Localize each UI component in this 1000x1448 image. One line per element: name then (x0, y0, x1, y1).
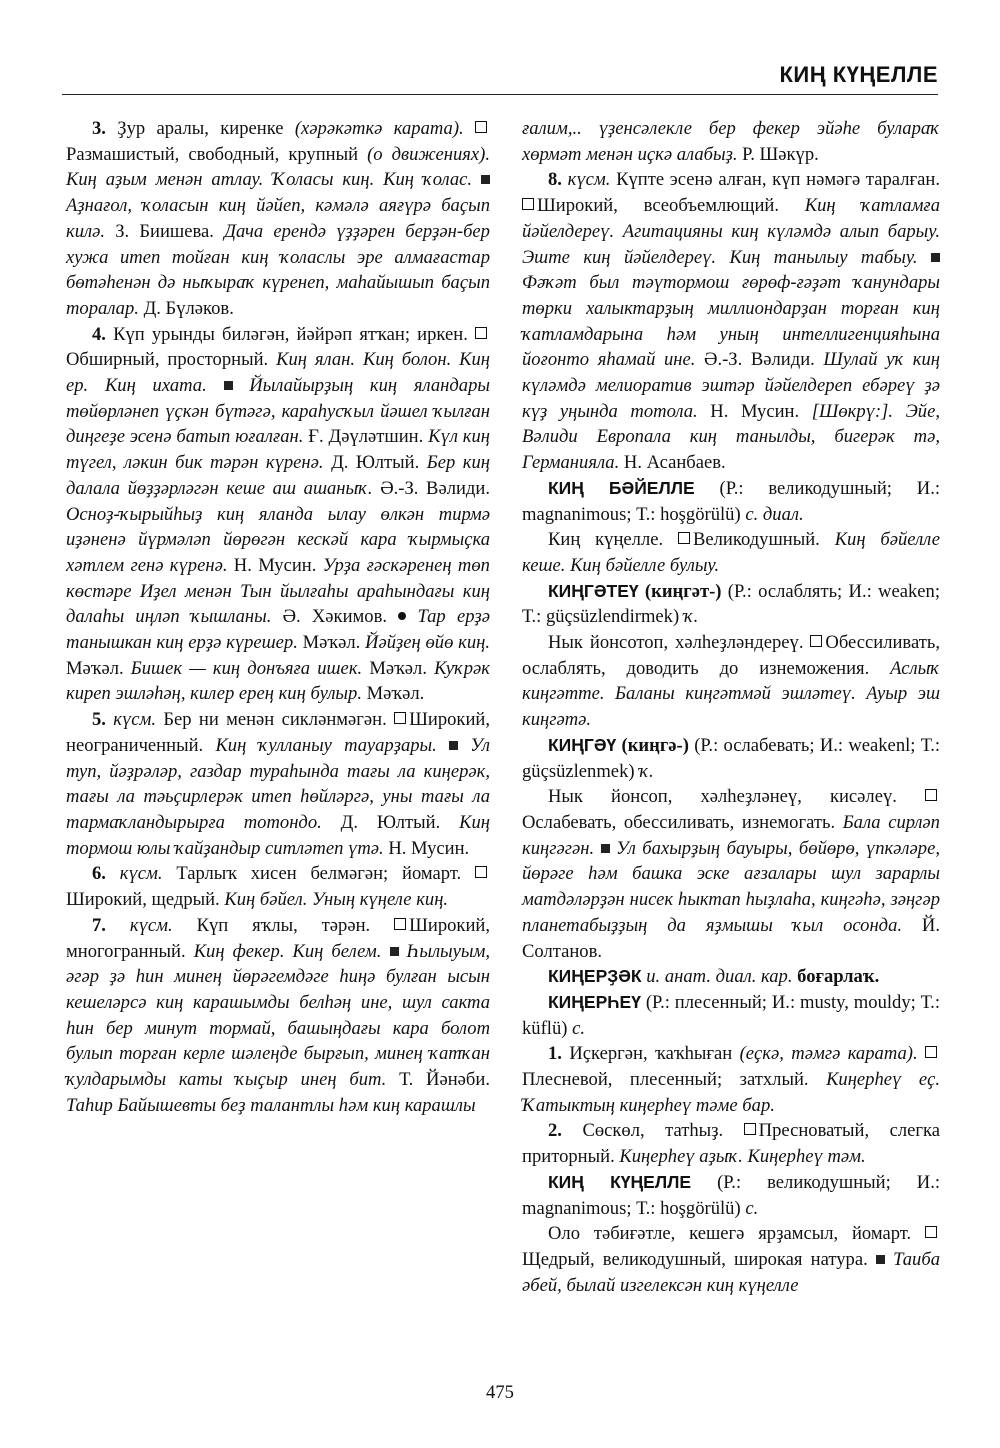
ru-translation-box (925, 1046, 937, 1058)
ru-translation-box (925, 789, 937, 801)
ru-translation-box (522, 198, 534, 210)
sense-4: 4. Күп урынды биләгән, йәйрәп ятҡан; иркен. Обширный, просторный. Киң ялан. Киң болон. Киң ер. Киң ихата. Йылайырҙың киң яландары төйөрләнеп үҫкән бүтәгә, караһусҡыл йәшел ҡылған диңгеҙе эсенә батып юғалған. Ғ. Дәүләтшин. Күл киң түгел, ләкин бик тәрән күренә. Д. Юлтый. Бер киң далала йөҙҙәрләгән кеше аш ашаныҡ. Ә.-З. Вәлиди. Осноҙ-ҡырыйһыҙ киң яланда ылау өлкән тирмә иҙәненә йүрмәләп йөрөгән кескәй кара ҡырмыҫка хәтлем генә күренә. Н. Мусин. Урҙа ғәскәренең төп көстәре Иҙел менән Тын йылғаһы араһындағы киң далаһы иңләп ҡышланы. Ә. Хәкимов. Тар ерҙә танышкан киң ерҙә күрешер. Мәҡәл. Йәйҙең өйө киң. Мәҡәл. Бишек — киң донъяға ишек. Мәҡәл. Куҡрәк киреп эшләһәң, килер ерең киң булыр. Мәҡәл. (66, 323, 491, 705)
sense-5: 5. күсм. Бер ни менән сикләнмәгән. Широкий, неограниченный. Киң ҡулланыу тауарҙары. Ул туп, йәҙрәләр, газдар тураһында тағы ла киңерәк, тағы ла тәьҫирлерәк итеп һөйләргә, уны тағы ла тармаҡландырырға тотондо. Д. Юлтый. Киң тормош юлы ҡайҙандыр ситләтеп үтә. Н. Мусин. (66, 709, 490, 859)
entry-kinerheu-sense-1: 1. Иҫкергән, ҡаҡһыған (еҫкә, тәмгә карата). Плесневой, плесенный; затхлый. Киңерһеү еҫ. Ҡатыктың киңерһеү тәме бар. (522, 1043, 940, 1116)
headword: КИҢ КҮҢЕЛЛЕ (548, 1171, 692, 1192)
sense-7-continued: ғалим,.. үҙенсәлекле бер фекер эйәһе булараҡ хөрмәт менән иҫкә алабыҙ. Р. Шәкүр. (522, 118, 940, 165)
left-column (66, 116, 490, 1118)
entry-kingau-sense: Нык йонсоп, хәлһеҙләнеү, кисәлеү. Ослабевать, обессиливать, изнемогать. Бала сирләп киңгәгән. Ул бахырҙың бауыры, бөйөрө, үпкәләре, йөрәге һәм башка эске ағзалары шул зарарлы матдәләрҙән нисек һыктап һыҙлаһа, киңгәһә, зәңгәр планетабыҙҙың да яҙмышы ҡыл осонда. Й. Солтанов. (522, 786, 940, 962)
ru-translation-box (394, 712, 406, 724)
quotation-square-icon (390, 947, 399, 956)
quotation-square-icon (876, 1255, 885, 1264)
entry-kin-kunelle: КИҢ КҮҢЕЛЛЕ (Р.: великодушный; И.: magnanimous; Т.: hoşgörülü) с. (522, 1171, 941, 1219)
headword: КИҢГӘТЕҮ (548, 580, 639, 601)
entry-kingateu-sense: Нык йонсотоп, хәлһеҙләндереү. Обессиливать, ослаблять, доводить до изнеможения. Аслыҡ киңгәтте. Баланы киңгәтмәй эшләтеү. Ауыр эш киңгәтә. (522, 632, 940, 731)
headword: КИҢЕРҺЕҮ (548, 991, 641, 1012)
sense-3: 3. Ҙур аралы, киренке (хәрәкәткә карата). Размашистый, свободный, крупный (о движениях). Киң аҙым менән атлау. Ҡоласы киң. Киң ҡолас. Аҙнағол, ҡоласын киң йәйеп, кәмәлә аяғүрә баҫып килә. З. Биишева. Дача ерендә үҙҙәрен берҙән-бер хужа итеп тойған киң ҡоласлы эре алмағастар бөтәһенән дә ныҡыраҡ күренеп, маһайышып баҫып торалар. Д. Бүләков. (66, 118, 490, 319)
headword: КИҢ БӘЙЕЛЛЕ (548, 477, 695, 498)
right-column (522, 116, 940, 1298)
ru-translation-box (678, 532, 690, 544)
page-number: 475 (486, 1382, 514, 1403)
headword: КИҢГӘҮ (548, 734, 617, 755)
sense-8: 8. күсм. Күпте эсенә алған, күп нәмәгә таралған. Широкий, всеобъемлющий. Киң ҡатламға йәйелдереү. Агитацияны киң күләмдә алып барыу. Эште киң йәйелдереү. Киң танылыу табыу. Фәҡәт был тәүтормош ғөрөф-ғәҙәт ҡанундары төрки халыктарҙың миллиондарҙан торған киң ҡатламдарына һәм уның интеллигенцияһына йоғонто яһамай ине. Ә.-З. Вәлиди. Шулай уҡ киң күләмдә мелиоратив эштәр йәйелдереп ебәреү ҙә күҙ уңында тотола. Н. Мусин. [Шөкрү:]. Эйе, Вәлиди Европала киң танылды, бигерәк тә, Германияла. Н. Асанбаев. (522, 169, 940, 474)
entry-kin-bayelle: КИҢ БӘЙЕЛЛЕ (Р.: великодушный; И.: magnanimous; Т.: hoşgörülü) с. диал. (522, 477, 941, 525)
entry-kinerdak: КИҢЕРҘӘК и. анат. диал. кар. боғарлаҡ. (548, 966, 880, 988)
quotation-square-icon (481, 175, 490, 184)
ru-translation-box (810, 635, 822, 647)
sense-6: 6. күсм. Тарлыҡ хисен белмәгән; йомарт. Широкий, щедрый. Киң бәйел. Уның күңеле киң. (66, 861, 490, 912)
entry-kin-bayelle-sense: Киң күңелле. Великодушный. Киң бәйелле кеше. Киң бәйелле булыу. (522, 529, 941, 576)
ru-translation-box (475, 327, 487, 339)
quotation-square-icon (224, 381, 233, 390)
entry-kingateu: КИҢГӘТЕҮ (киңгәт-) (Р.: ослаблять; И.: weaken; Т.: güçsüzlendirmek) ҡ. (522, 580, 940, 628)
ru-translation-box (475, 121, 487, 133)
entry-kin-kunelle-sense: Оло тәбиғәтле, кешегә ярҙамсыл, йомарт. Щедрый, великодушный, широкая натура. Таиба әбей, былай изгелексән киң күңелле (522, 1223, 940, 1296)
page-header (62, 58, 938, 95)
entry-kinerheu: КИҢЕРҺЕҮ (Р.: плесенный; И.: musty, mouldy; Т.: küflü) с. (522, 991, 940, 1039)
ru-translation-box (744, 1123, 756, 1135)
ru-translation-box (925, 1226, 937, 1238)
quotation-square-icon (601, 844, 610, 853)
ru-translation-box (475, 866, 487, 878)
ru-translation-box (394, 918, 406, 930)
sense-7: 7. күсм. Күп яҡлы, тәрән. Широкий, многогранный. Киң фекер. Киң белем. Һылыуым, әгәр ҙә һин минең йөрәгемдәге һиңә булған ысын кешеләрсә киң карашымды белһәң ине, шул сакта һин бер минут тормай, башыңдағы кара болот булып торған керле шәлеңде бырғып, минең ҡатҡан ҡулдарымды каты ҡыҫыр инең бит. Т. Йәнәби. Таһир Байышевты беҙ талантлы һәм киң карашлы (66, 914, 491, 1116)
entry-kingau: КИҢГӘҮ (киңгә-) (Р.: ослабевать; И.: weakenl; Т.: güçsüzlenmek) ҡ. (522, 734, 941, 782)
quotation-square-icon (449, 741, 458, 750)
running-title: КИҢ КҮҢЕЛЛЕ (779, 62, 938, 87)
proverb-bullet-icon (398, 612, 406, 620)
headword: КИҢЕРҘӘК (548, 966, 642, 987)
entry-kinerheu-sense-2: 2. Сөскөл, татһыҙ. Пресноватый, слегка приторный. Киңерһеү аҙыҡ. Киңерһеү тәм. (522, 1120, 940, 1168)
quotation-square-icon (931, 253, 940, 262)
